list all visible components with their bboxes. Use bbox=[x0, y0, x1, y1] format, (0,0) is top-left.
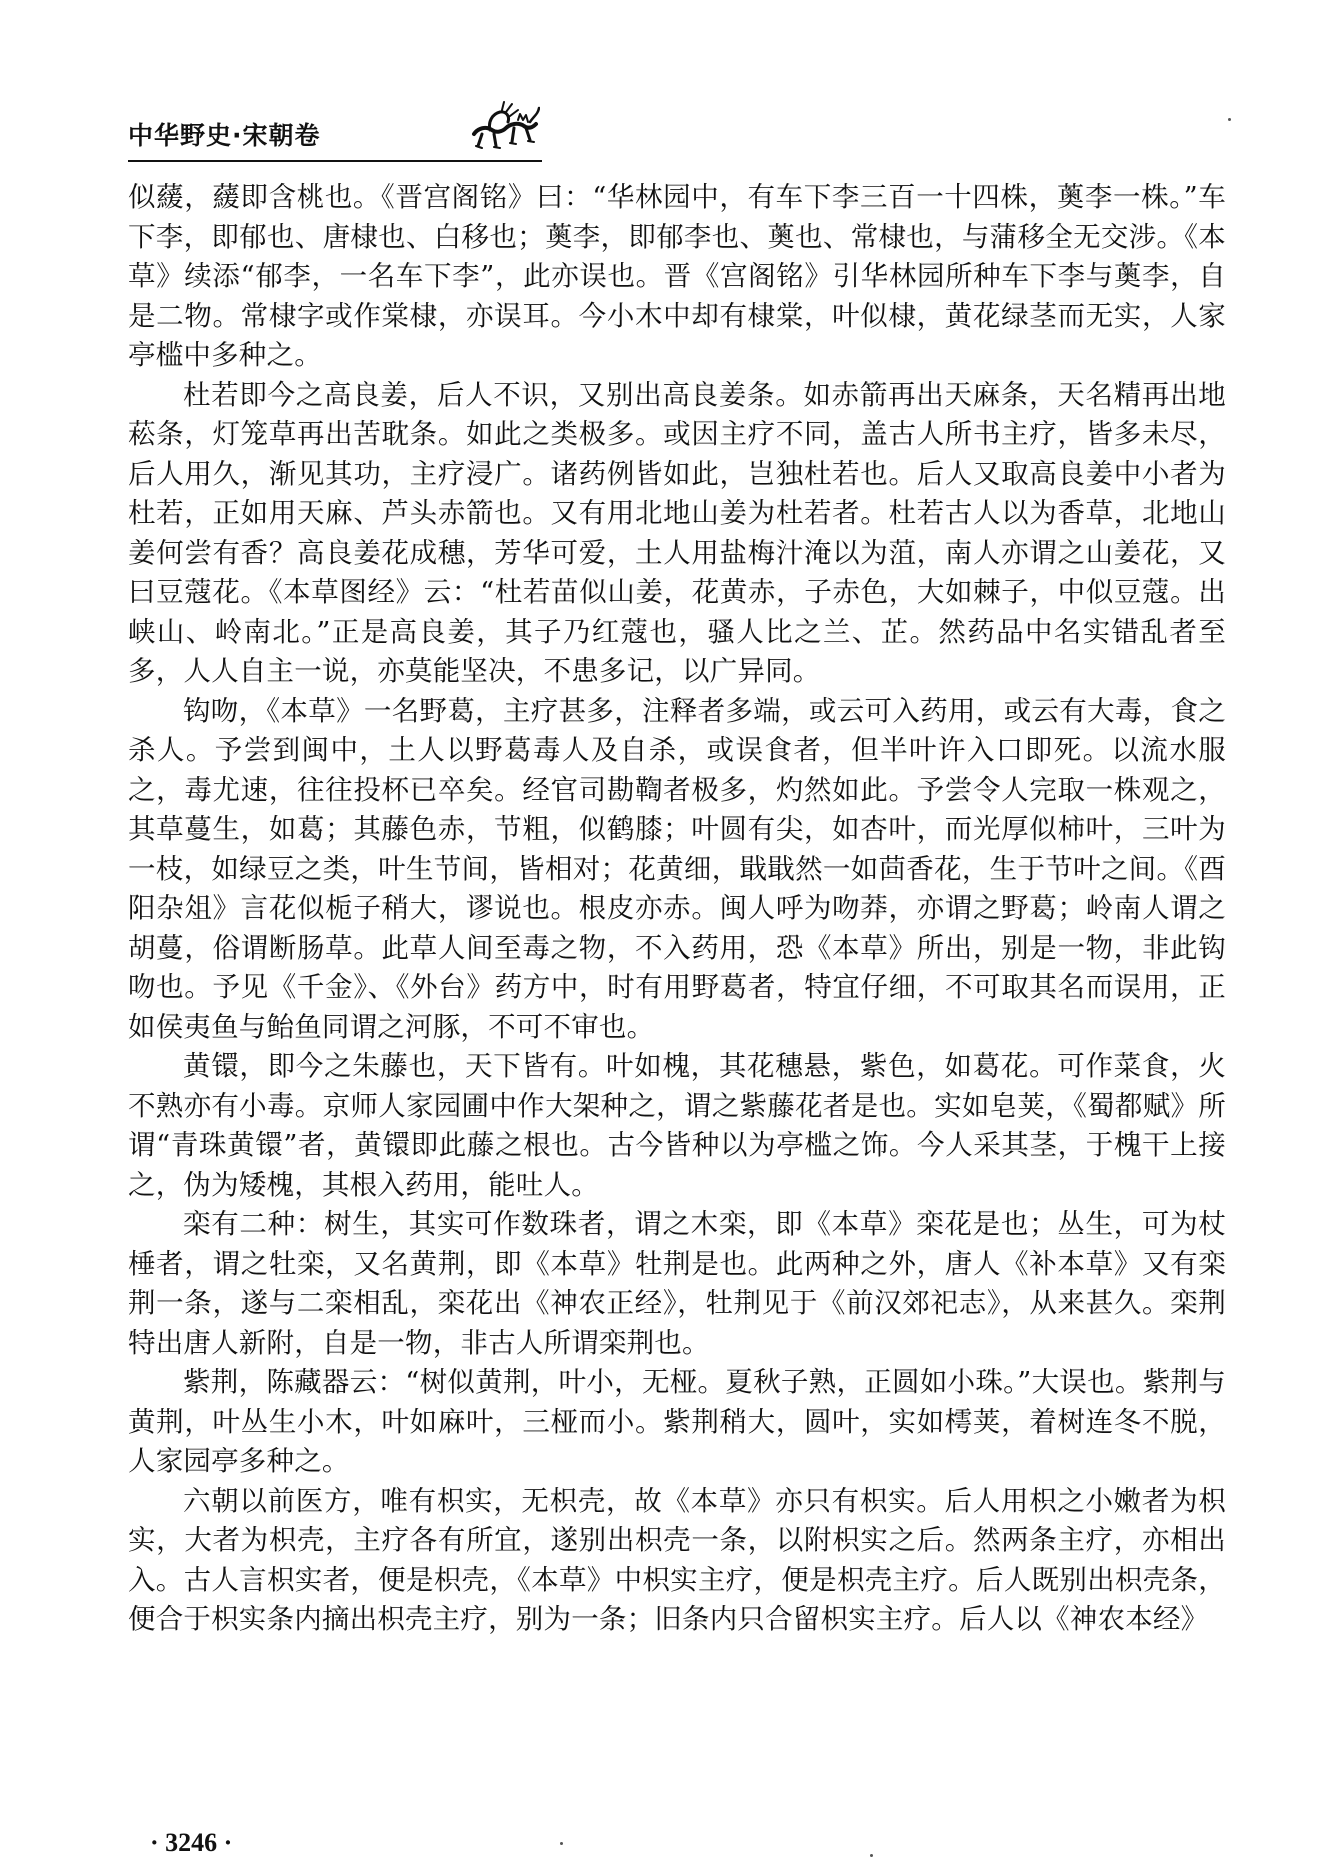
paragraph: 钩吻，《本草》一名野葛，主疗甚多，注释者多端，或云可入药用，或云有大毒，食之杀人。予尝到闽中，土人以野葛毒人及自杀，或误食者，但半叶许入口即死。以流水服之，毒尤速，往往投杯已卒矣。经官司勘鞫者极多，灼然如此。予尝令人完取一株观之，其草蔓生，如葛；其藤色赤，节粗，似鹤膝；叶圆有尖，如杏叶，而光厚似柿叶，三叶为一枝，如绿豆之类，叶生节间，皆相对；花黄细，戢戢然一如茴香花，生于节叶之间。《酉阳杂俎》言花似栀子稍大，谬说也。根皮亦赤。闽人呼为吻莽，亦谓之野葛；岭南人谓之胡蔓，俗谓断肠草。此草人间至毒之物，不入药用，恐《本草》所出，别是一物，非此钩吻也。予见《千金》、《外台》药方中，时有用野葛者，特宜仔细，不可取其名而误用，正如侯夷鱼与鲐鱼同谓之河豚，不可不审也。 bbox=[128, 694, 1226, 1043]
dragon-emblem-icon bbox=[468, 100, 540, 152]
book-title: 中华野史·宋朝卷 bbox=[128, 121, 321, 150]
page-number: · 3246 · bbox=[150, 1828, 233, 1857]
scan-speck bbox=[560, 1842, 563, 1845]
paragraph: 黄镮，即今之朱藤也，天下皆有。叶如槐，其花穗悬，紫色，如葛花。可作菜食，火不熟亦有小毒。京师人家园圃中作大架种之，谓之紫藤花者是也。实如皂荚，《蜀都赋》所谓“青珠黄镮”者，黄镮即此藤之根也。古今皆种以为亭槛之饰。今人采其茎，于槐干上接之，伪为矮槐，其根入药用，能吐人。 bbox=[128, 1050, 1226, 1201]
paragraph: 紫荆，陈藏器云：“树似黄荆，叶小，无桠。夏秋子熟，正圆如小珠。”大误也。紫荆与黄荆，叶丛生小木，叶如麻叶，三桠而小。紫荆稍大，圆叶，实如樗荚，着树连冬不脱，人家园亭多种之。 bbox=[128, 1366, 1226, 1477]
paragraph: 六朝以前医方，唯有枳实，无枳壳，故《本草》亦只有枳实。后人用枳之小嫩者为枳实，大者为枳壳，主疗各有所宜，遂别出枳壳一条，以附枳实之后。然两条主疗，亦相出入。古人言枳实者，便是枳壳，《本草》中枳实主疗，便是枳壳主疗。后人既别出枳壳条，便合于枳实条内摘出枳壳主疗，别为一条；旧条内只合留枳实主疗。后人以《神农本经》 bbox=[128, 1484, 1226, 1635]
running-header bbox=[128, 108, 542, 162]
paragraph: 似藧，藧即含桃也。《晋宫阁铭》曰：“华林园中，有车下李三百一十四株，薁李一株。”车下李，即郁也、唐棣也、白移也；薁李，即郁李也、薁也、常棣也，与蒲移全无交涉。《本草》续添“郁李，一名车下李”，此亦误也。晋《宫阁铭》引华林园所种车下李与薁李，自是二物。常棣字或作棠棣，亦误耳。今小木中却有棣棠，叶似棣，黄花绿茎而无实，人家亭槛中多种之。 bbox=[128, 181, 1226, 371]
paragraph: 杜若即今之高良姜，后人不识，又别出高良姜条。如赤箭再出天麻条，天名精再出地菘条，灯笼草再出苦耽条。如此之类极多。或因主疗不同，盖古人所书主疗，皆多未尽，后人用久，渐见其功，主疗浸广。诸药例皆如此，岂独杜若也。后人又取高良姜中小者为杜若，正如用天麻、芦头赤箭也。又有用北地山姜为杜若者。杜若古人以为香草，北地山姜何尝有香？高良姜花成穗，芳华可爱，土人用盐梅汁淹以为菹，南人亦谓之山姜花，又曰豆蔻花。《本草图经》云：“杜若苗似山姜，花黄赤，子赤色，大如棘子，中似豆蔻。出峡山、岭南北。”正是高良姜，其子乃红蔻也，骚人比之兰、芷。然药品中名实错乱者至多，人人自主一说，亦莫能坚决，不患多记，以广异同。 bbox=[128, 378, 1226, 687]
scan-speck bbox=[870, 1854, 873, 1857]
header-rule bbox=[128, 160, 542, 162]
paragraph: 栾有二种：树生，其实可作数珠者，谓之木栾，即《本草》栾花是也；丛生，可为杖棰者，谓之牡栾，又名黄荆，即《本草》牡荆是也。此两种之外，唐人《补本草》又有栾荆一条，遂与二栾相乱，栾花出《神农正经》，牡荆见于《前汉郊祀志》，从来甚久。栾荆特出唐人新附，自是一物，非古人所谓栾荆也。 bbox=[128, 1208, 1226, 1359]
scan-speck bbox=[1228, 118, 1231, 121]
body-text bbox=[128, 178, 1226, 1640]
